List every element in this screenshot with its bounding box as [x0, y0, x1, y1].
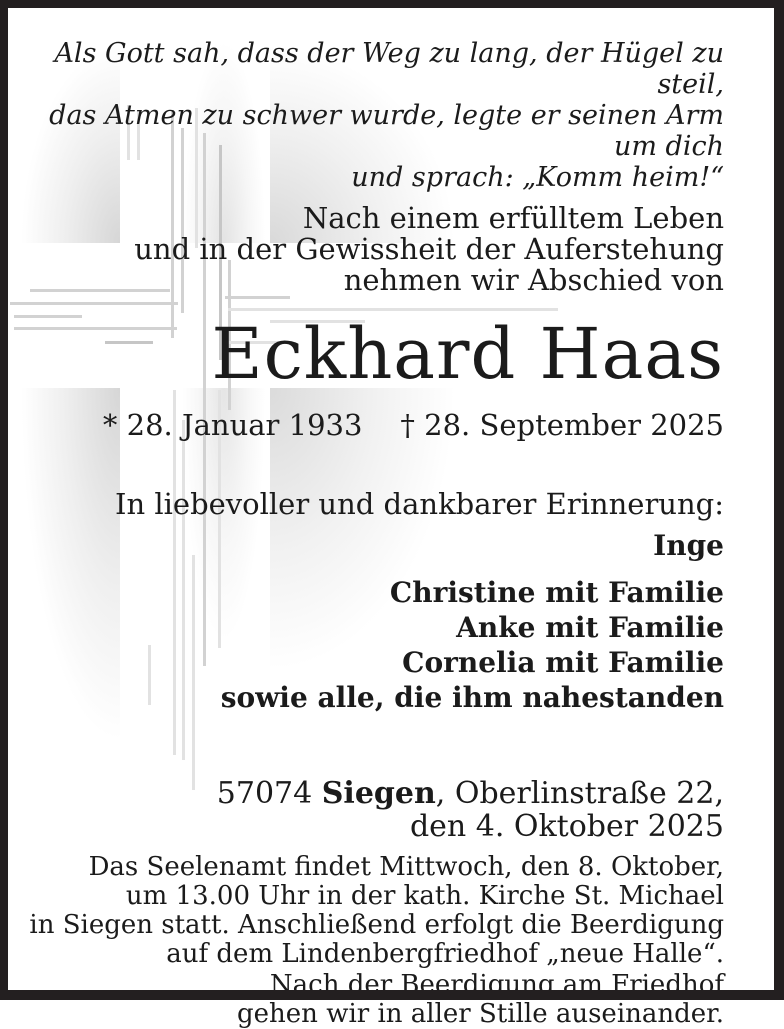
- verse-line: Als Gott sah, dass der Weg zu lang, der Hügel zu steil,: [54, 38, 724, 100]
- mourner-item: Inge: [653, 529, 724, 562]
- verse-line: und sprach: „Komm heim!“: [351, 162, 724, 193]
- service-details: [8, 853, 724, 969]
- remembrance-heading: In liebevoller und dankbarer Erinnerung:: [115, 487, 724, 521]
- service-line: um 13.00 Uhr in der kath. Kirche St. Michael: [125, 881, 724, 911]
- intro-line: Nach einem erfülltem Leben: [302, 201, 724, 235]
- address-line: [8, 777, 724, 810]
- street: , Oberlinstraße 22,: [435, 776, 724, 811]
- mourner-item: sowie alle, die ihm nahestanden: [220, 681, 724, 714]
- closing-line: Nach der Beerdigung am Friedhof: [269, 970, 724, 1000]
- deceased-name: Eckhard Haas: [211, 313, 724, 395]
- service-line: Das Seelenamt findet Mittwoch, den 8. Oktober,: [88, 852, 724, 882]
- mourners-list: [8, 528, 724, 715]
- service-line: auf dem Lindenbergfriedhof „neue Halle“.: [166, 939, 724, 969]
- mourner-item: Cornelia mit Familie: [402, 646, 724, 679]
- intro-line: nehmen wir Abschied von: [343, 263, 724, 297]
- city-name: Siegen: [321, 776, 436, 811]
- life-dates: [8, 408, 724, 442]
- mourner-item: Christine mit Familie: [389, 576, 724, 609]
- birth-date: * 28. Januar 1933: [102, 408, 363, 442]
- obituary-content: [8, 8, 774, 1029]
- notice-date: den 4. Oktober 2025: [409, 809, 724, 844]
- verse-line: das Atmen zu schwer wurde, legte er seinen Arm um dich: [49, 100, 724, 162]
- intro-line: und in der Gewissheit der Auferstehung: [134, 232, 724, 266]
- service-line: in Siegen statt. Anschließend erfolgt die Beerdigung: [29, 910, 724, 940]
- closing-line: gehen wir in aller Stille auseinander.: [237, 999, 724, 1029]
- death-date: † 28. September 2025: [400, 408, 724, 442]
- closing-note: [8, 971, 724, 1029]
- postal-code: 57074: [216, 776, 322, 811]
- farewell-intro: [8, 203, 724, 296]
- opening-verse: [8, 38, 724, 193]
- mourner-item: Anke mit Familie: [456, 611, 724, 644]
- obituary-card: [8, 8, 774, 1029]
- address-block: [8, 777, 724, 843]
